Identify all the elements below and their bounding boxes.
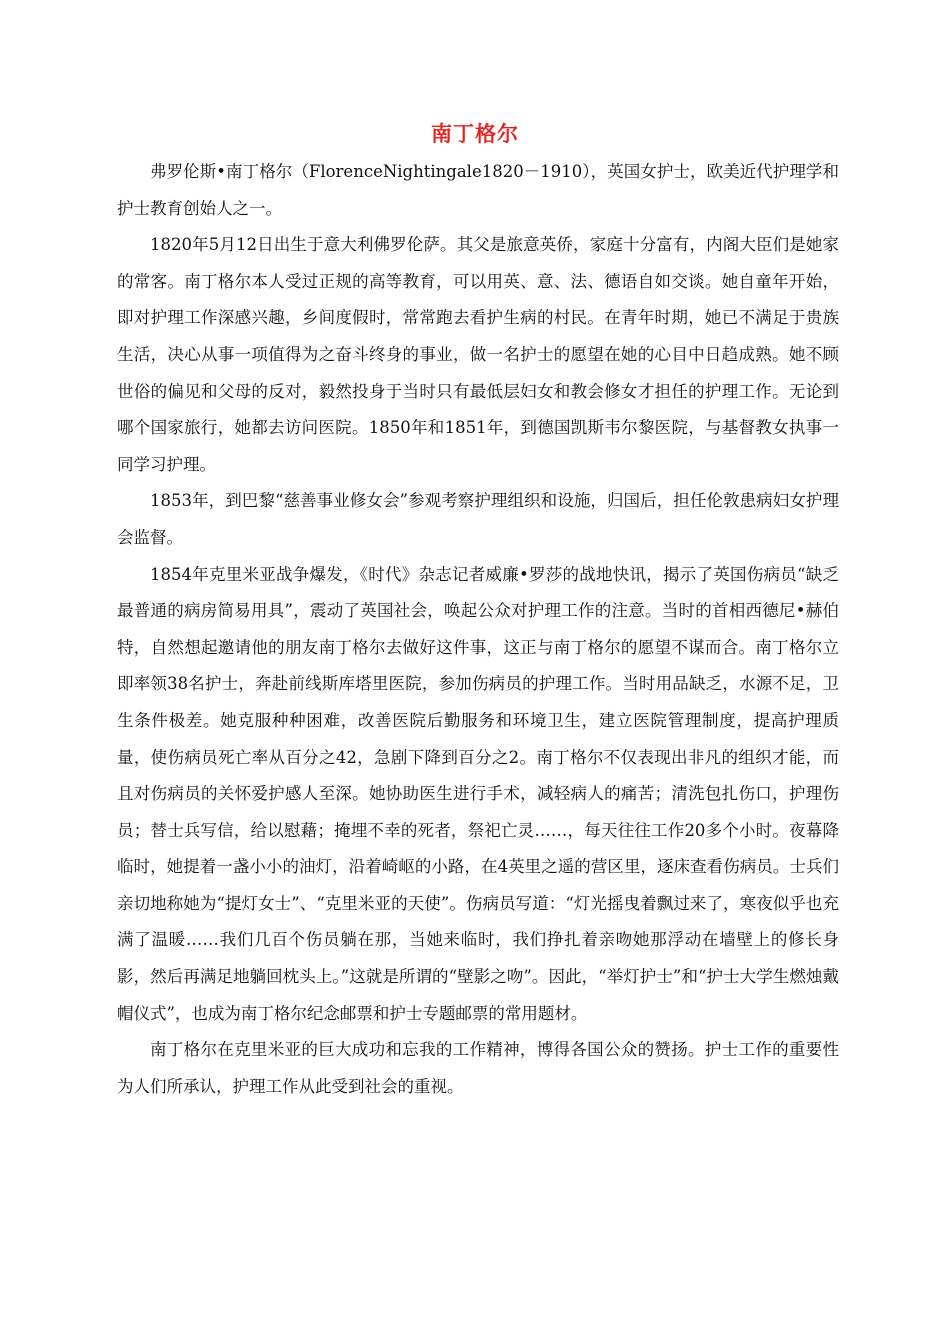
paragraph-paris-1853: 1853年，到巴黎“慈善事业修女会”参观考察护理组织和设施，归国后，担任伦敦患病妇女护理会监督。 [117, 491, 839, 547]
article-body [117, 154, 839, 1105]
paragraph-recognition: 南丁格尔在克里米亚的巨大成功和忘我的工作精神，博得各国公众的赞扬。护士工作的重要性为人们所承认，护理工作从此受到社会的重视。 [117, 1040, 839, 1096]
paragraph-early-life: 1820年5月12日出生于意大利佛罗伦萨。其父是旅意英侨，家庭十分富有，内阁大臣们是她家的常客。南丁格尔本人受过正规的高等教育，可以用英、意、法、德语自如交谈。她自童年开始，即对护理工作深感兴趣，乡间度假时，常常跑去看护生病的村民。在青年时期，她已不满足于贵族生活，决心从事一项值得为之奋斗终身的事业，做一名护士的愿望在她的心目中日趋成熟。她不顾世俗的偏见和父母的反对，毅然投身于当时只有最低层妇女和教会修女才担任的护理工作。无论到哪个国家旅行，她都去访问医院。1850年和1851年，到德国凯斯韦尔黎医院，与基督教女执事一同学习护理。 [117, 235, 839, 474]
page-title: 南丁格尔 [431, 122, 519, 146]
paragraph-crimean-war: 1854年克里米亚战争爆发，《时代》杂志记者威廉•罗莎的战地快讯，揭示了英国伤病员“缺乏最普通的病房简易用具”，震动了英国社会，唤起公众对护理工作的注意。当时的首相西德尼•赫伯特，自然想起邀请他的朋友南丁格尔去做好这件事，这正与南丁格尔的愿望不谋而合。南丁格尔立即率领38名护士，奔赴前线斯库塔里医院，参加伤病员的护理工作。当时用品缺乏，水源不足，卫生条件极差。她克服种种困难，改善医院后勤服务和环境卫生，建立医院管理制度，提高护理质量，使伤病员死亡率从百分之42，急剧下降到百分之2。南丁格尔不仅表现出非凡的组织才能，而且对伤病员的关怀爱护感人至深。她协助医生进行手术，减轻病人的痛苦；清洗包扎伤口，护理伤员；替士兵写信，给以慰藉；掩埋不幸的死者，祭祀亡灵……，每天往往工作20多个小时。夜幕降临时，她提着一盏小小的油灯，沿着崎岖的小路，在4英里之遥的营区里，逐床查看伤病员。士兵们亲切地称她为“提灯女士”、“克里米亚的天使”。伤病员写道：“灯光摇曳着飘过来了，寒夜似乎也充满了温暖……我们几百个伤员躺在那，当她来临时，我们挣扎着亲吻她那浮动在墙壁上的修长身影，然后再满足地躺回枕头上。”这就是所谓的“壁影之吻”。因此，“举灯护士”和“护士大学生燃烛戴帽仪式”，也成为南丁格尔纪念邮票和护士专题邮票的常用题材。 [117, 564, 839, 1023]
paragraph-intro: 弗罗伦斯•南丁格尔（FlorenceNightingale1820－1910），英国女护士，欧美近代护理学和护士教育创始人之一。 [117, 162, 839, 218]
